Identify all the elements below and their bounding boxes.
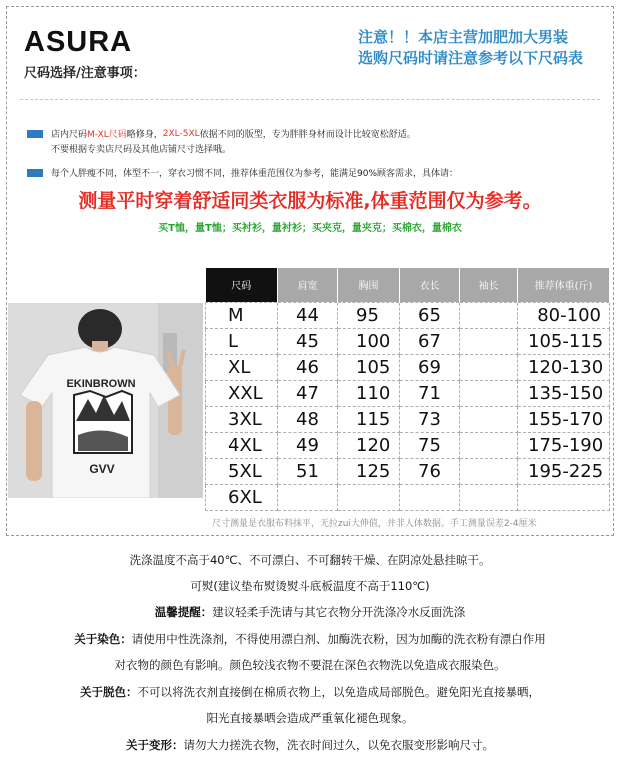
cell-sleeve	[460, 354, 518, 380]
measure-advice: 测量平时穿着舒适同类衣服为标准,体重范围仅为参考。	[78, 190, 542, 212]
cell-length: 67	[400, 328, 460, 354]
cell-chest: 115	[338, 406, 400, 432]
cell-shoulder: 44	[278, 302, 338, 328]
care-deform-label: 关于变形：	[126, 738, 184, 752]
cell-size: 5XL	[206, 458, 278, 484]
note-fit-red-b: 2XL-5XL	[162, 128, 200, 139]
cell-size: XXL	[206, 380, 278, 406]
cell-length	[400, 484, 460, 510]
care-line-fade	[0, 684, 620, 700]
cell-length: 73	[400, 406, 460, 432]
cell-length: 69	[400, 354, 460, 380]
table-row	[206, 328, 610, 354]
cell-sleeve	[460, 432, 518, 458]
header-chest: 胸围	[338, 268, 400, 302]
cell-shoulder: 47	[278, 380, 338, 406]
table-row	[206, 380, 610, 406]
care-deform-text: 请勿大力搓洗衣物，洗衣时间过久，以免衣服变形影响尺寸。	[183, 738, 494, 752]
cell-length: 75	[400, 432, 460, 458]
header-size: 尺码	[206, 268, 278, 302]
cell-sleeve	[460, 484, 518, 510]
size-chart-header-row	[206, 268, 610, 302]
cell-length: 71	[400, 380, 460, 406]
cell-length: 76	[400, 458, 460, 484]
care-line-tip	[0, 604, 620, 620]
cell-size: XL	[206, 354, 278, 380]
care-line-iron: 可熨(建议垫布熨烫熨斗底板温度不高于110℃)	[190, 579, 430, 593]
header-sleeve: 袖长	[460, 268, 518, 302]
note-fit-text-c: 依据不同的版型，专为胖胖身材而设计比较宽松舒适。	[199, 130, 416, 140]
care-line-fade-cont: 阳光直接暴晒会造成严重氧化褪色现象。	[206, 711, 414, 725]
measure-tip: 买T恤，量T恤；买衬衫，量衬衫；买夹克，量夹克；买棉衣，量棉衣	[158, 223, 462, 234]
note-fit-text-b: 略修身，	[126, 130, 163, 140]
notice-line-1: 注意！！本店主营加肥加大男装	[358, 28, 569, 46]
cell-weight: 195-225	[518, 458, 610, 484]
cell-sleeve	[460, 458, 518, 484]
cell-weight: 155-170	[518, 406, 610, 432]
care-line-dye-cont: 对衣物的颜色有影响。颜色较浅衣物不要混在深色衣物洗以免造成衣服染色。	[114, 658, 506, 672]
care-fade-label: 关于脱色：	[80, 685, 138, 699]
product-photo	[8, 303, 203, 498]
cell-weight	[518, 484, 610, 510]
section-subtitle: 尺码选择/注意事项：	[24, 66, 146, 81]
cell-weight: 105-115	[518, 328, 610, 354]
table-row	[206, 432, 610, 458]
cell-shoulder: 48	[278, 406, 338, 432]
cell-shoulder	[278, 484, 338, 510]
brand-logo: ASURA	[24, 26, 133, 58]
cell-sleeve	[460, 302, 518, 328]
note-fit-red-a: M-XL尺码	[87, 130, 127, 140]
cell-size: L	[206, 328, 278, 354]
table-row	[206, 458, 610, 484]
bullet-marker	[27, 130, 43, 138]
note-fit-second-line: 不要根据专卖店尺码及其他店铺尺寸选择哦。	[51, 145, 232, 155]
print-text-bottom: GVV	[89, 462, 115, 476]
bullet-marker	[27, 169, 43, 177]
cell-size: 3XL	[206, 406, 278, 432]
model-tshirt-illustration	[8, 303, 203, 498]
cell-chest: 105	[338, 354, 400, 380]
table-row	[206, 406, 610, 432]
cell-size: 4XL	[206, 432, 278, 458]
divider	[20, 99, 600, 100]
cell-size: 6XL	[206, 484, 278, 510]
care-dye-text: 请使用中性洗涤剂，不得使用漂白剂、加酶洗衣粉，因为加酶的洗衣粉有漂白作用	[131, 632, 546, 646]
notice-line-2: 选购尺码时请注意参考以下尺码表	[358, 49, 584, 67]
cell-shoulder: 46	[278, 354, 338, 380]
cell-shoulder: 51	[278, 458, 338, 484]
cell-chest: 125	[338, 458, 400, 484]
cell-weight: 120-130	[518, 354, 610, 380]
cell-chest	[338, 484, 400, 510]
cell-sleeve	[460, 380, 518, 406]
care-tip-label: 温馨提醒：	[154, 605, 213, 619]
table-row	[206, 484, 610, 510]
cell-chest: 100	[338, 328, 400, 354]
cell-chest: 95	[338, 302, 400, 328]
cell-chest: 110	[338, 380, 400, 406]
note-weight	[27, 166, 458, 179]
care-tip-text: 建议轻柔手洗请与其它衣物分开洗涤冷水反面洗涤	[212, 605, 466, 619]
cell-length: 65	[400, 302, 460, 328]
care-fade-text: 不可以将洗衣剂直接倒在棉质衣物上，以免造成局部脱色。避免阳光直接暴晒，	[137, 685, 540, 699]
print-text-top: EKINBROWN	[66, 378, 136, 390]
care-line-dye	[0, 631, 620, 647]
cell-weight: 175-190	[518, 432, 610, 458]
header-weight: 推荐体重(斤)	[518, 268, 610, 302]
care-line-wash: 洗涤温度不高于40℃、不可漂白、不可翻转干燥、在阴凉处悬挂晾干。	[129, 553, 491, 567]
note-fit-text-a: 店内尺码	[51, 130, 88, 140]
table-row	[206, 354, 610, 380]
cell-shoulder: 49	[278, 432, 338, 458]
cell-sleeve	[460, 406, 518, 432]
cell-chest: 120	[338, 432, 400, 458]
care-line-deform	[0, 737, 620, 753]
size-chart-table	[205, 268, 610, 511]
cell-shoulder: 45	[278, 328, 338, 354]
note-fit	[27, 127, 416, 140]
cell-sleeve	[460, 328, 518, 354]
cell-weight: 135-150	[518, 380, 610, 406]
cell-weight: 80-100	[518, 302, 610, 328]
cell-size: M	[206, 302, 278, 328]
care-dye-label: 关于染色：	[74, 632, 132, 646]
note-weight-text: 每个人胖瘦不同，体型不一，穿衣习惯不同，推荐体重范围仅为参考，能满足90%顾客需求，具体请：	[51, 169, 459, 179]
header-length: 衣长	[400, 268, 460, 302]
table-footnote: 尺寸测量是衣服布料抹平，无拉zui大伸值，并非人体数据。手工测量误差2-4厘米	[212, 519, 537, 529]
header-shoulder: 肩宽	[278, 268, 338, 302]
table-row	[206, 302, 610, 328]
